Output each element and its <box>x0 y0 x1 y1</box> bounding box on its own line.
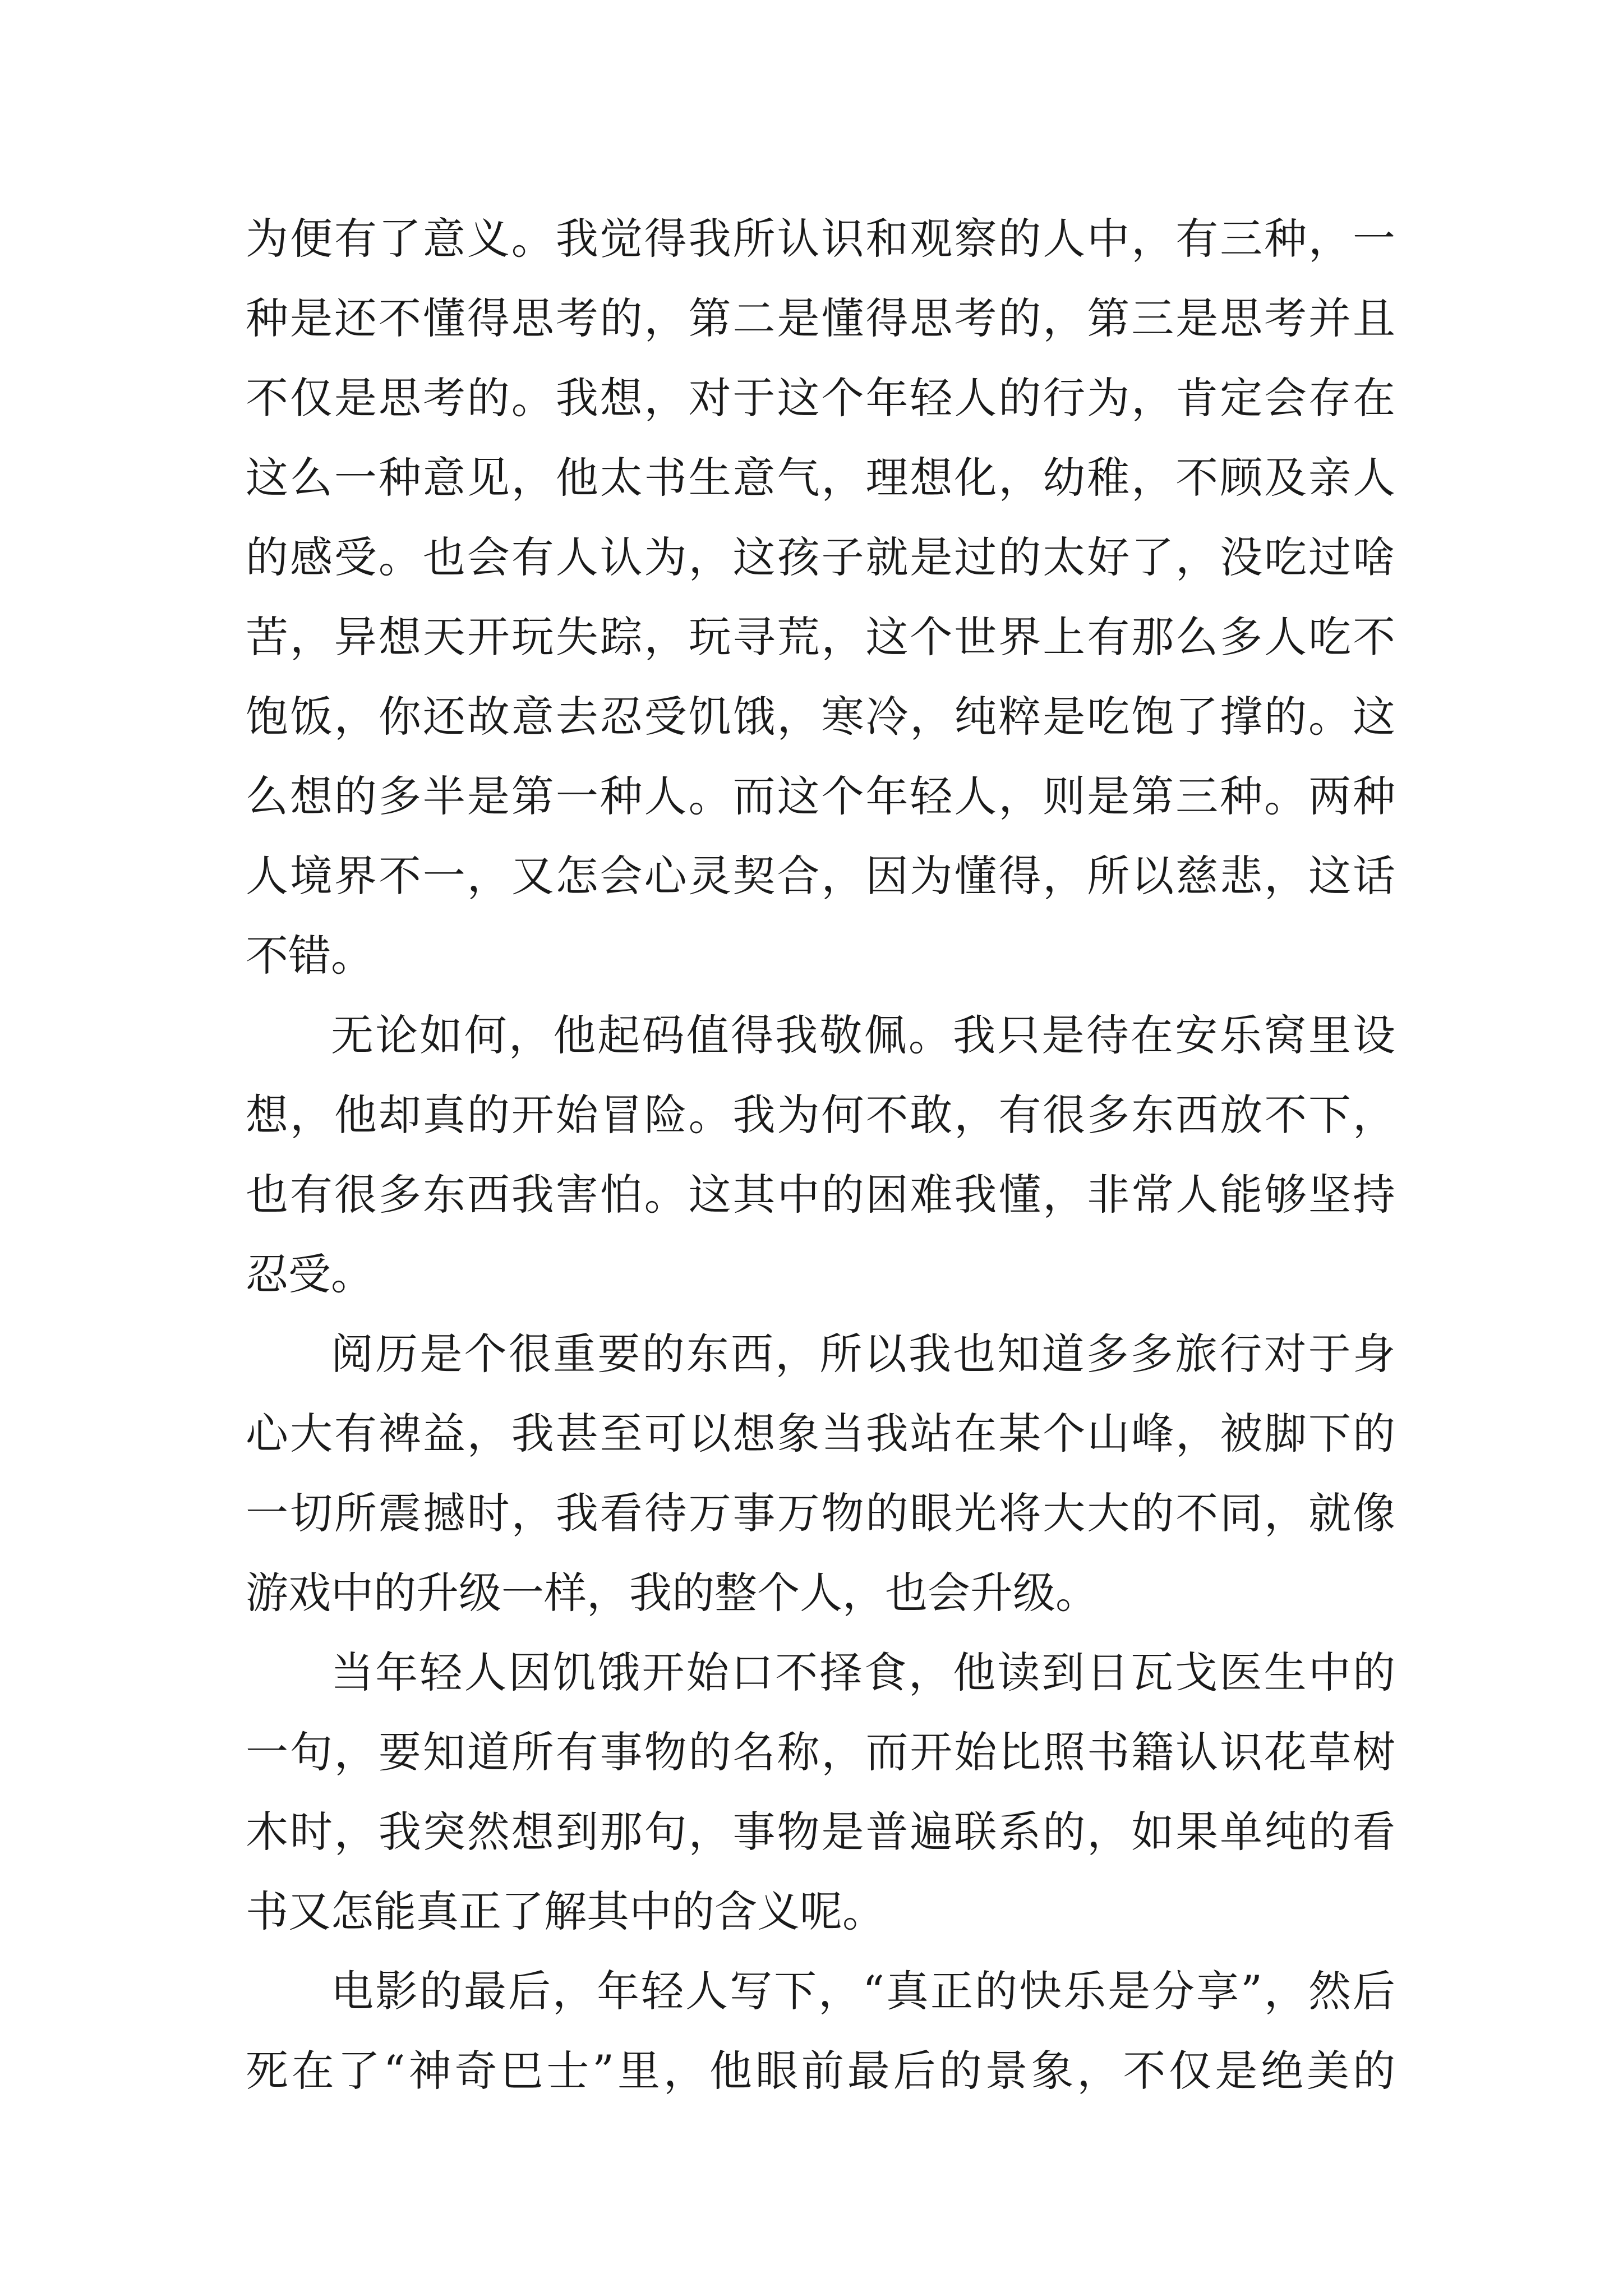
text-line: 种是还不懂得思考的，第二是懂得思考的，第三是思考并且 <box>246 293 1395 343</box>
text-line: 游戏中的升级一样，我的整个人，也会升级。 <box>246 1568 1098 1618</box>
paragraph-first-line: 阅历是个很重要的东西，所以我也知道多多旅行对于身 <box>331 1329 1395 1379</box>
text-line: 不仅是思考的。我想，对于这个年轻人的行为，肯定会存在 <box>246 373 1395 423</box>
text-line: 木时，我突然想到那句，事物是普遍联系的，如果单纯的看 <box>246 1807 1395 1857</box>
paragraph-first-line: 无论如何，他起码值得我敬佩。我只是待在安乐窝里设 <box>331 1010 1395 1060</box>
text-line: 想，他却真的开始冒险。我为何不敢，有很多东西放不下， <box>246 1090 1395 1140</box>
text-line: 也有很多东西我害怕。这其中的困难我懂，非常人能够坚持 <box>246 1170 1395 1220</box>
text-line: 一句，要知道所有事物的名称，而开始比照书籍认识花草树 <box>246 1727 1395 1777</box>
text-line: 饱饭，你还故意去忍受饥饿，寒冷，纯粹是吃饱了撑的。这 <box>246 692 1395 742</box>
text-line: 不错。 <box>246 931 374 981</box>
text-line: 死在了“神奇巴士”里，他眼前最后的景象，不仅是绝美的 <box>246 2046 1395 2096</box>
text-line: 人境界不一，又怎会心灵契合，因为懂得，所以慈悲，这话 <box>246 851 1395 901</box>
text-line: 么想的多半是第一种人。而这个年轻人，则是第三种。两种 <box>246 771 1395 821</box>
text-line: 苦，异想天开玩失踪，玩寻荒，这个世界上有那么多人吃不 <box>246 612 1395 662</box>
text-line: 忍受。 <box>246 1249 374 1299</box>
paragraph-first-line: 当年轻人因饥饿开始口不择食，他读到日瓦戈医生中的 <box>331 1648 1395 1697</box>
paragraph-first-line: 电影的最后，年轻人写下，“真正的快乐是分享”，然后 <box>331 1966 1395 2016</box>
text-line: 为便有了意义。我觉得我所认识和观察的人中，有三种，一 <box>246 214 1395 264</box>
text-line: 心大有裨益，我甚至可以想象当我站在某个山峰，被脚下的 <box>246 1409 1395 1458</box>
text-line: 这么一种意见，他太书生意气，理想化，幼稚，不顾及亲人 <box>246 453 1395 503</box>
text-line: 的感受。也会有人认为，这孩子就是过的太好了，没吃过啥 <box>246 532 1395 582</box>
text-line: 书又怎能真正了解其中的含义呢。 <box>246 1887 885 1936</box>
body-text <box>246 199 1395 2111</box>
text-line: 一切所震撼时，我看待万事万物的眼光将大大的不同，就像 <box>246 1488 1395 1538</box>
